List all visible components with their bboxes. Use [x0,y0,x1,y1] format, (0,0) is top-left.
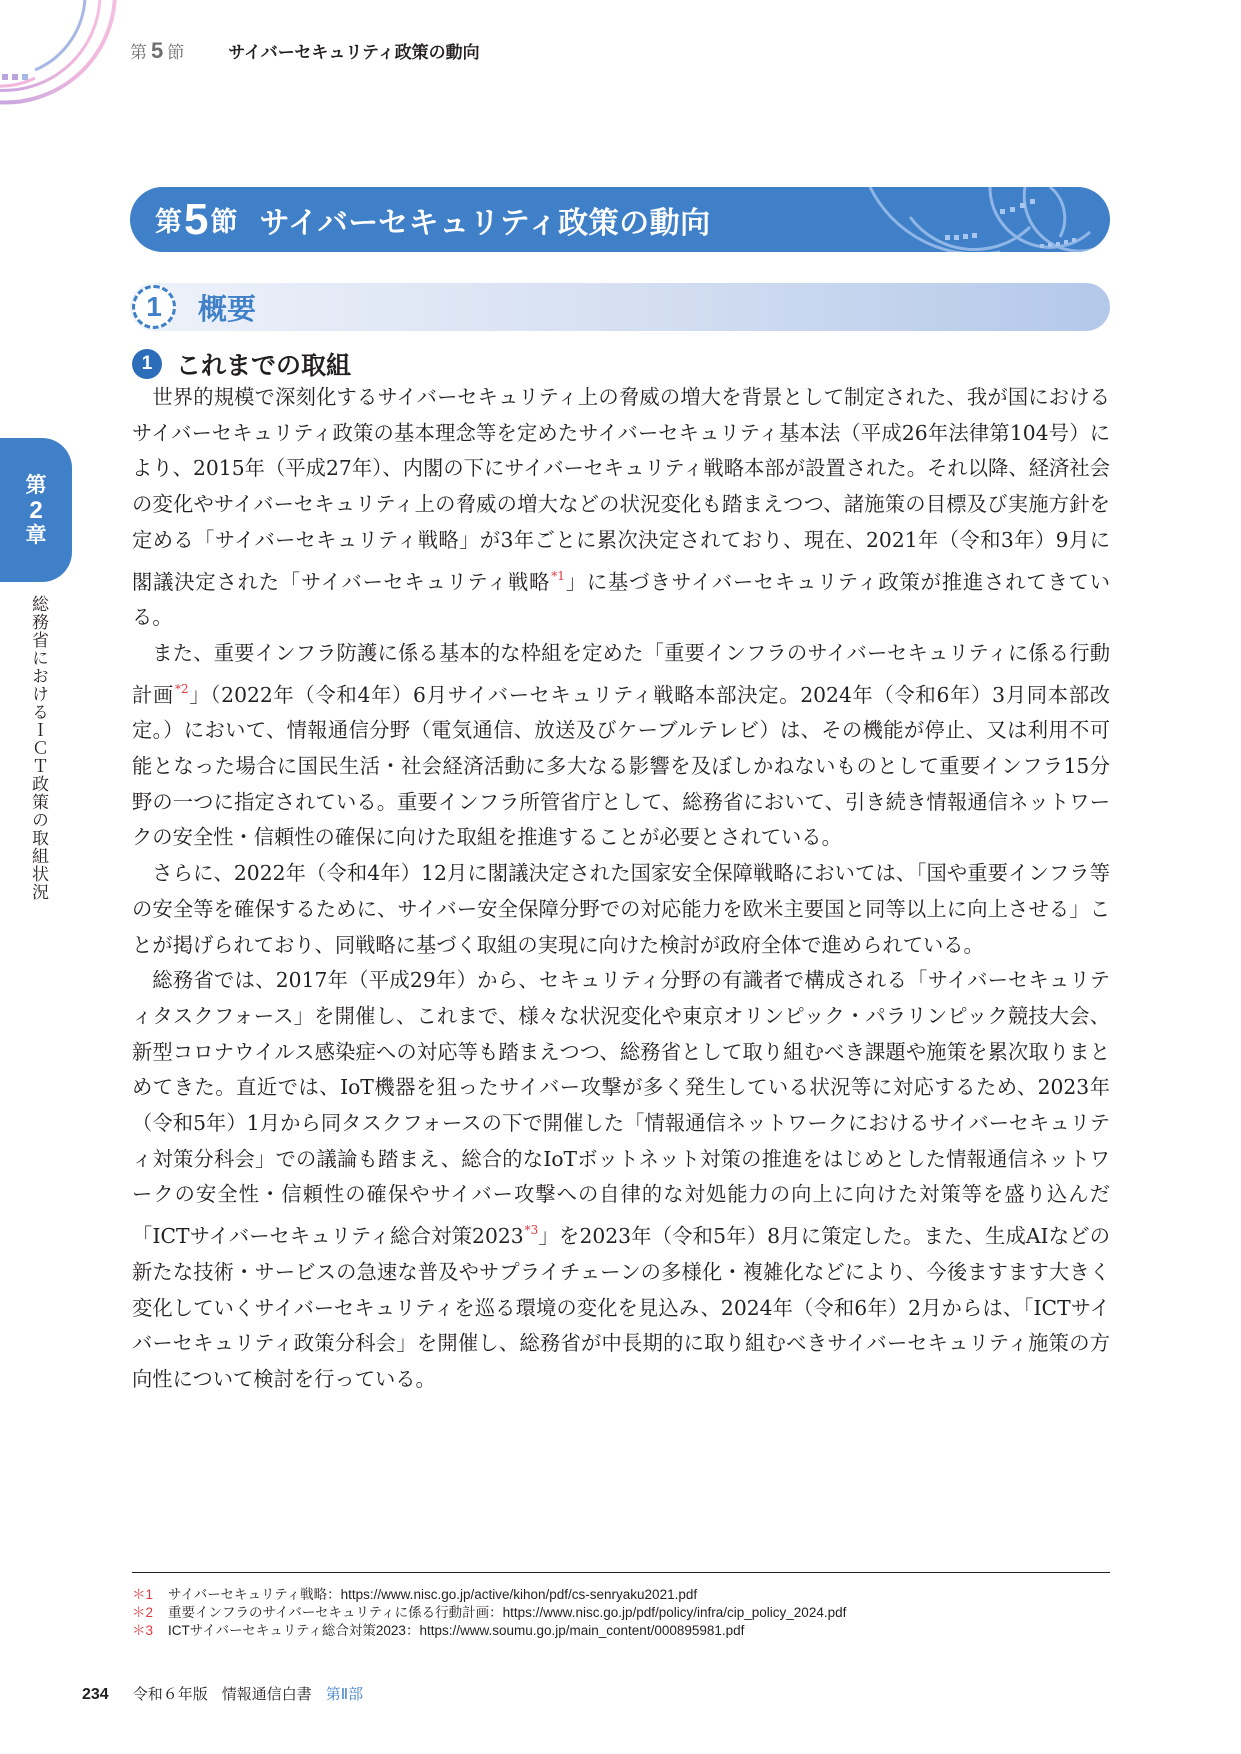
footnote-text[interactable]: サイバーセキュリティ戦略：https://www.nisc.go.jp/active/kihon/pdf/cs-senryaku2021.pdf [168,1587,698,1602]
paragraph-text: 」（2022年（令和4年）6月サイバーセキュリティ戦略本部決定。2024年（令和6年）3月同本部改定。）において、情報通信分野（電気通信、放送及びケーブルテレビ）は、その機能が停止、又は利用不可能となった場合に国民生活・社会経済活動に多大なる影響を及ぼしかねないものとして重要インフラ15分野の一つに指定されている。重要インフラ所管省庁として、総務省において、引き続き情報通信ネットワークの安全性・信頼性の確保に向けた取組を推進することが必要とされている。 [132,682,1110,850]
footnote-ref[interactable]: *2 [174,681,189,696]
footnote-divider [132,1572,1110,1573]
running-head-section-suffix: 節 [167,43,185,63]
footnote-text[interactable]: 重要インフラのサイバーセキュリティに係る行動計画：https://www.nisc.go.jp/pdf/policy/infra/cip_policy_2024.pdf [168,1605,847,1620]
section-banner-title: サイバーセキュリティ政策の動向 [259,205,711,241]
paragraph-text: 」に基づきサイバーセキュリティ政策が推進されてきている。 [132,569,1110,630]
item-title: これまでの取組 [176,351,352,380]
section-banner-suffix: 節 [210,207,238,238]
paragraph [132,636,1110,856]
page-footer [82,1683,363,1704]
running-head-section-prefix: 第 [130,43,147,63]
section-banner-prefix: 第 [155,207,182,238]
body-text [132,380,1110,1398]
section-banner [130,187,1110,252]
paragraph-text: 世界的規模で深刻化するサイバーセキュリティ上の脅威の増大を背景として制定された、我が国におけるサイバーセキュリティ政策の基本理念等を定めたサイバーセキュリティ基本法（平成26年法律第104号）により、2015年（平成27年）、内閣の下にサイバーセキュリティ戦略本部が設置された。それ以降、経済社会の変化やサイバーセキュリティ上の脅威の増大などの状況変化も踏まえつつ、諸施策の目標及び実施方針を定める「サイバーセキュリティ戦略」が3年ごとに累次決定されており、現在、2021年（令和3年）9月に閣議決定された「サイバーセキュリティ戦略 [132,385,1110,594]
item-number-badge: 1 [132,349,162,379]
section-banner-number: 5 [184,194,209,244]
paragraph [132,856,1110,963]
subsection-heading [130,283,1110,331]
book-title: 情報通信白書 [221,1686,312,1703]
footnote-item [132,1586,1110,1604]
chapter-tab-number: 2 [29,496,43,524]
item-heading [132,346,351,382]
running-head [130,38,480,64]
book-edition: 令和６年版 [132,1686,208,1703]
book-part: 第Ⅱ部 [325,1686,364,1703]
paragraph-text: さらに、2022年（令和4年）12月に閣議決定された国家安全保障戦略においては、「国や重要インフラ等の安全等を確保するために、サイバー安全保障分野での対応能力を欧米主要国と同等以上に向上させる」ことが掲げられており、同戦略に基づく取組の実現に向けた検討が政府全体で進められている。 [132,861,1110,957]
footnote-item [132,1604,1110,1622]
running-head-section-title: サイバーセキュリティ政策の動向 [228,43,480,63]
chapter-tab [0,438,72,582]
subsection-title: 概要 [198,291,257,326]
banner-arc-decoration-icon [850,187,1110,252]
paragraph [132,380,1110,636]
paragraph-text: また、重要インフラ防護に係る基本的な枠組を定めた「重要インフラのサイバーセキュリティに係る行動計画 [132,640,1110,707]
subsection-number-badge: 1 [132,285,176,329]
corner-decoration-arcs [0,0,130,110]
footnote-text[interactable]: ICTサイバーセキュリティ総合対策2023：https://www.soumu.go.jp/main_content/000895981.pdf [168,1623,745,1638]
chapter-tab-prefix: 第 [25,472,47,497]
footnote-item [132,1622,1110,1640]
paragraph [132,963,1110,1397]
footnote-mark: ＊3 [132,1623,154,1638]
footnote-ref[interactable]: *3 [524,1223,539,1238]
chapter-side-label: 総務省におけるＩＣＴ政策の取組状況 [28,595,48,901]
chapter-tab-suffix: 章 [25,522,47,547]
footnotes [132,1586,1110,1640]
page-number: 234 [82,1686,109,1703]
paragraph-text: 」を2023年（令和5年）8月に策定した。また、生成AIなどの新たな技術・サービスの急速な普及やサプライチェーンの多様化・複雑化などにより、今後ますます大きく変化していくサイバーセキュリティを巡る環境の変化を見込み、2024年（令和6年）2月からは、「ICTサイバーセキュリティ政策分科会」を開催し、総務省が中長期的に取り組むべきサイバーセキュリティ施策の方向性について検討を行っている。 [132,1224,1110,1391]
footnote-mark: ＊2 [132,1605,154,1620]
running-head-section-number: 5 [151,38,164,63]
paragraph-text: 総務省では、2017年（平成29年）から、セキュリティ分野の有識者で構成される「サイバーセキュリティタスクフォース」を開催し、これまで、様々な状況変化や東京オリンピック・パラリンピック競技大会、新型コロナウイルス感染症への対応等も踏まえつつ、総務省として取り組むべき課題や施策を累次取りまとめてきた。直近では、IoT機器を狙ったサイバー攻撃が多く発生している状況等に対応するため、2023年（令和5年）1月から同タスクフォースの下で開催した「情報通信ネットワークにおけるサイバーセキュリティ対策分科会」での議論も踏まえ、総合的なIoTボットネット対策の推進をはじめとした情報通信ネットワークの安全性・信頼性の確保やサイバー攻撃への自律的な対処能力の向上に向けた対策等を盛り込んだ「ICTサイバーセキュリティ総合対策2023 [132,968,1110,1249]
footnote-mark: ＊1 [132,1587,154,1602]
footnote-ref[interactable]: *1 [551,568,565,583]
